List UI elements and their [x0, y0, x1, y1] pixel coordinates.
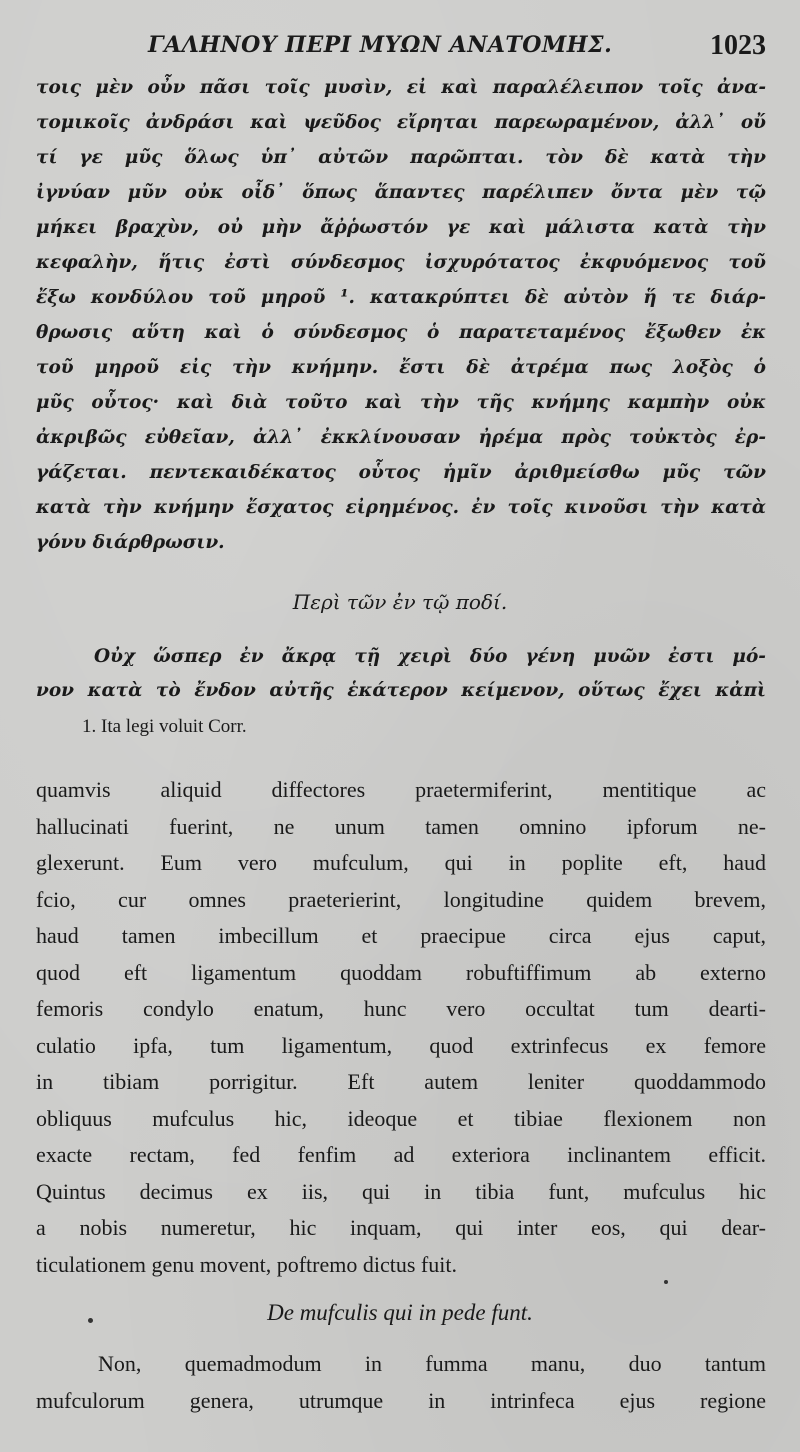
latin-paragraph: [36, 772, 766, 1283]
latin-line: femoris condylo enatum, hunc vero occultat tum dearti-: [36, 996, 766, 1021]
latin-line: Non, quemadmodum in fumma manu, duo tantum: [98, 1351, 766, 1376]
greek-paragraph: [36, 70, 766, 560]
latin-line: fcio, cur omnes praeterierint, longitudine quidem brevem,: [36, 886, 766, 912]
latin-line: ticulationem genu movent, poftremo dictus fuit.: [36, 1251, 457, 1277]
latin-line: exacte rectam, fed fenfim ad exteriora inclinantem efficit.: [36, 1142, 766, 1167]
page-number: 1023: [710, 30, 766, 61]
greek-line: τομικοῖς ἀνδράσι καὶ ψεῦδος εἴρηται παρεωραμένον, ἀλλ᾽ οὔ: [36, 112, 766, 133]
ink-speck: [88, 1318, 93, 1323]
greek-line: γάζεται. πεντεκαιδέκατος οὗτος ἡμῖν ἀριθμείσθω μῦς τῶν: [36, 462, 766, 483]
latin-line: mufculorum genera, utrumque in intrinfeca ejus regione: [36, 1387, 766, 1413]
latin-line: glexerunt. Eum vero mufculum, qui in poplite eft, haud: [36, 850, 766, 875]
greek-line: κατὰ τὴν κνήμην ἔσχατος εἰρημένος. ἐν τοῖς κινοῦσι τὴν κατὰ: [36, 497, 766, 518]
greek-line: θρωσις αὕτη καὶ ὁ σύνδεσμος ὁ παρατεταμένος ἔξωθεν ἐκ: [36, 322, 766, 343]
greek-section-heading: Περὶ τῶν ἐν τῷ ποδί.: [292, 590, 508, 614]
greek-line: μήκει βραχὺν, οὐ μὴν ἄῤῥωστόν γε καὶ μάλιστα κατὰ τὴν: [36, 217, 766, 238]
latin-paragraph-2: [36, 1346, 766, 1419]
running-title: ΓΑΛΗΝΟΥ ΠΕΡΙ ΜΥΩΝ ΑΝΑΤΟΜΗΣ.: [148, 32, 613, 58]
latin-line: quod eft ligamentum quoddam robuftiffimum ab externo: [36, 959, 766, 985]
page-header: [0, 28, 800, 68]
latin-line: haud tamen imbecillum et praecipue circa ejus caput,: [36, 923, 766, 948]
latin-line: a nobis numeretur, hic inquam, qui inter eos, qui dear-: [36, 1215, 766, 1240]
greek-line: μῦς οὗτος· καὶ διὰ τοῦτο καὶ τὴν τῆς κνήμης καμπὴν οὐκ: [36, 392, 766, 413]
latin-section-heading: De mufculis qui in pede funt.: [267, 1300, 533, 1325]
greek-line: Οὐχ ὥσπερ ἐν ἄκρᾳ τῇ χειρὶ δύο γένη μυῶν ἐστι μό-: [94, 646, 766, 667]
greek-line: ἰγνύαν μῦν οὐκ οἶδ᾽ ὅπως ἅπαντες παρέλιπεν ὄντα μὲν τῷ: [36, 182, 766, 203]
greek-line: γόνυ διάρθρωσιν.: [36, 532, 225, 553]
latin-line: hallucinati fuerint, ne unum tamen omnino ipforum ne-: [36, 813, 766, 839]
footnote: 1. Ita legi voluit Corr.: [82, 716, 247, 737]
latin-line: in tibiam porrigitur. Eft autem leniter quoddammodo: [36, 1069, 766, 1094]
greek-line: τί γε μῦς ὅλως ὑπ᾽ αὐτῶν παρῶπται. τὸν δὲ κατὰ τὴν: [36, 147, 766, 168]
latin-line: Quintus decimus ex iis, qui in tibia funt, mufculus hic: [36, 1178, 766, 1204]
ink-speck: [664, 1280, 668, 1284]
greek-line: τοις μὲν οὖν πᾶσι τοῖς μυσὶν, εἰ καὶ παραλέλειπον τοῖς ἀνα-: [36, 77, 766, 98]
greek-line: τοῦ μηροῦ εἰς τὴν κνήμην. ἔστι δὲ ἀτρέμα πως λοξὸς ὁ: [36, 357, 766, 378]
greek-line: ἔξω κονδύλου τοῦ μηροῦ ¹. κατακρύπτει δὲ αὐτὸν ἥ τε διάρ-: [36, 287, 766, 308]
greek-line: νον κατὰ τὸ ἔνδον αὐτῆς ἑκάτερον κείμενον, οὕτως ἔχει κἀπὶ: [36, 680, 766, 701]
greek-line: κεφαλὴν, ἥτις ἐστὶ σύνδεσμος ἰσχυρότατος ἐκφυόμενος τοῦ: [36, 252, 766, 273]
latin-line: quamvis aliquid diffectores praetermiferint, mentitique ac: [36, 777, 766, 802]
latin-line: obliquus mufculus hic, ideoque et tibiae flexionem non: [36, 1105, 766, 1131]
greek-line: ἀκριβῶς εὐθεῖαν, ἀλλ᾽ ἐκκλίνουσαν ἠρέμα πρὸς τοὐκτὸς ἐρ-: [36, 427, 766, 448]
greek-paragraph-2: [36, 640, 766, 708]
latin-line: culatio ipfa, tum ligamentum, quod extrinfecus ex femore: [36, 1032, 766, 1058]
